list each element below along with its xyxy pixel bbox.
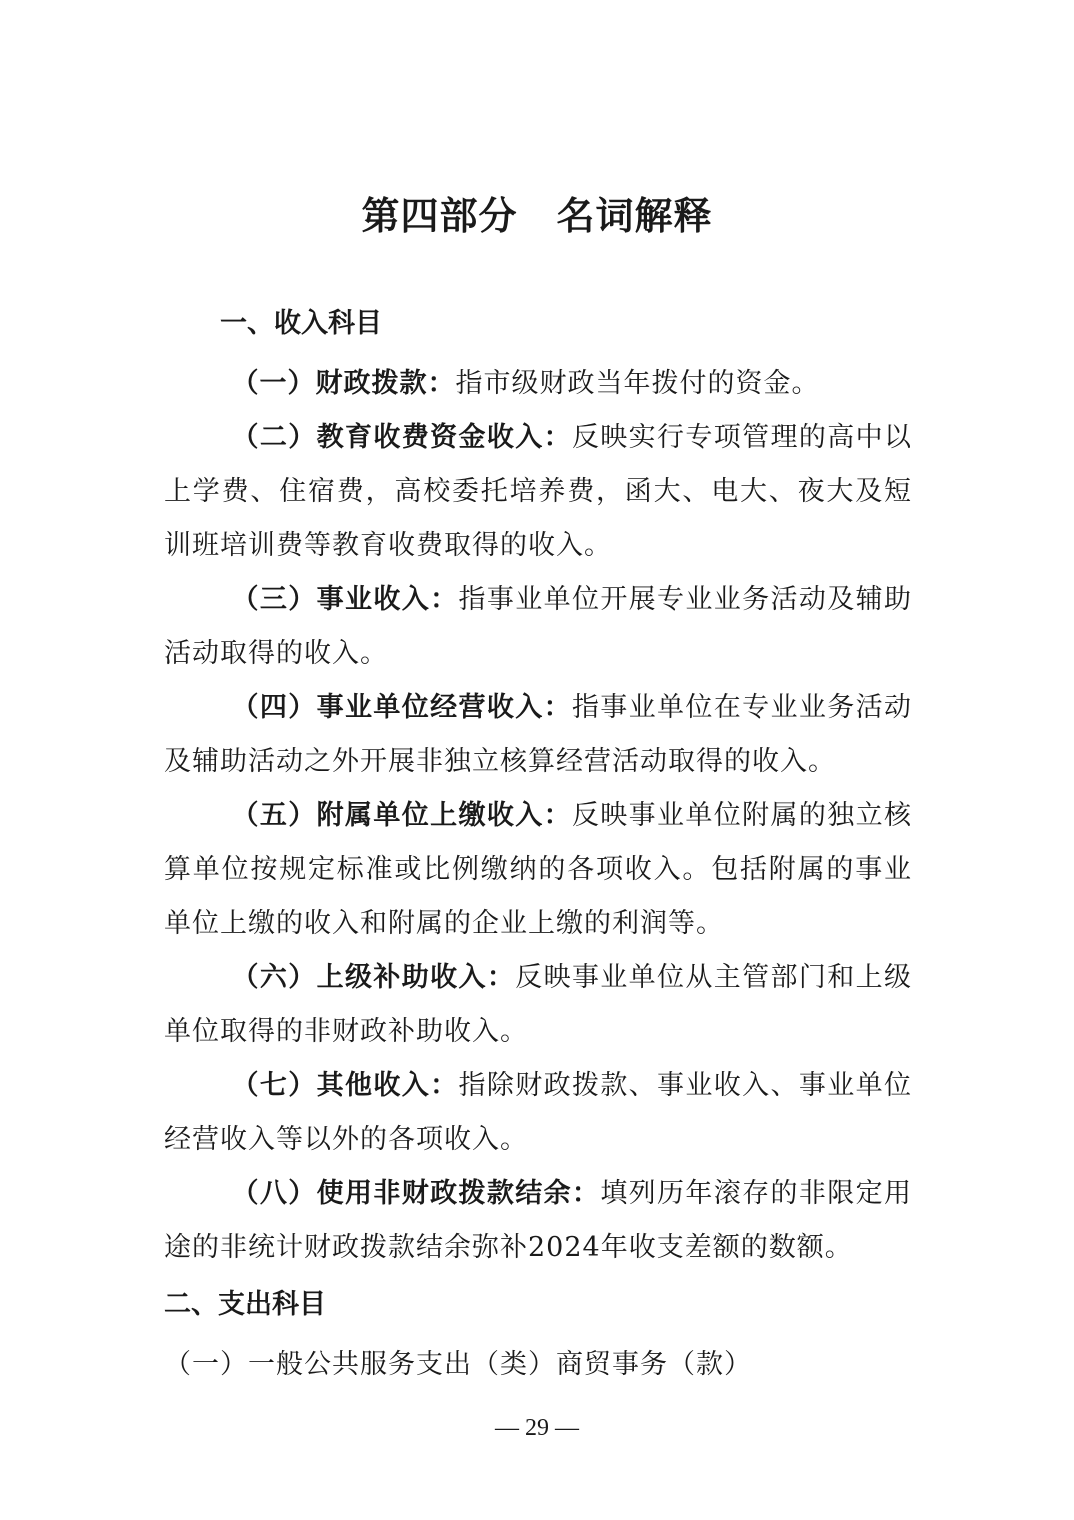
term-definition: 填列历年滚存的非限定用途的非统计财政拨款结余弥补2024年收支差额的数额。 xyxy=(164,1178,913,1263)
term-label: （五）附属单位上缴收入： xyxy=(231,800,572,831)
term-definition: 指市级财政当年拨付的资金。 xyxy=(455,368,820,399)
page-title: 第四部分 名词解释 xyxy=(361,193,713,238)
term-definition: 反映事业单位附属的独立核算单位按规定标准或比例缴纳的各项收入。包括附属的事业单位上缴的收入和附属的企业上缴的利润等。 xyxy=(164,800,913,939)
term-definition: 指事业单位在专业业务活动及辅助活动之外开展非独立核算经营活动取得的收入。 xyxy=(164,692,913,777)
term-definition: 指事业单位开展专业业务活动及辅助活动取得的收入。 xyxy=(164,584,913,669)
term-label: （六）上级补助收入： xyxy=(231,962,516,993)
paragraph-item-2 xyxy=(164,411,912,573)
term-label: （八）使用非财政拨款结余： xyxy=(231,1178,601,1209)
paragraph-item-6 xyxy=(164,951,912,1059)
term-label: （七）其他收入： xyxy=(231,1070,459,1101)
page-number: — 29 — xyxy=(495,1415,579,1441)
section-heading-expenditure: 二、支出科目 xyxy=(164,1289,326,1320)
term-definition: 反映事业单位从主管部门和上级单位取得的非财政补助收入。 xyxy=(164,962,913,1047)
term-label: （三）事业收入： xyxy=(231,584,459,615)
term-label: （一）财政拨款： xyxy=(231,368,456,399)
section-heading-income: 一、收入科目 xyxy=(220,308,382,339)
term-definition: 指除财政拨款、事业收入、事业单位经营收入等以外的各项收入。 xyxy=(164,1070,913,1155)
paragraph-item-4 xyxy=(164,681,912,789)
document-body xyxy=(164,357,912,1395)
paragraph-item-7 xyxy=(164,1059,912,1167)
term-label: （四）事业单位经营收入： xyxy=(231,692,572,723)
subsection-heading: （一）一般公共服务支出（类）商贸事务（款） xyxy=(164,1349,752,1380)
paragraph-item-8 xyxy=(164,1167,912,1275)
term-label: （二）教育收费资金收入： xyxy=(231,422,572,453)
term-definition: 反映实行专项管理的高中以上学费、住宿费，高校委托培养费，函大、电大、夜大及短训班培训费等教育收费取得的收入。 xyxy=(164,422,913,561)
paragraph-item-5 xyxy=(164,789,912,951)
paragraph-item-1 xyxy=(164,357,912,411)
paragraph-item-3 xyxy=(164,573,912,681)
